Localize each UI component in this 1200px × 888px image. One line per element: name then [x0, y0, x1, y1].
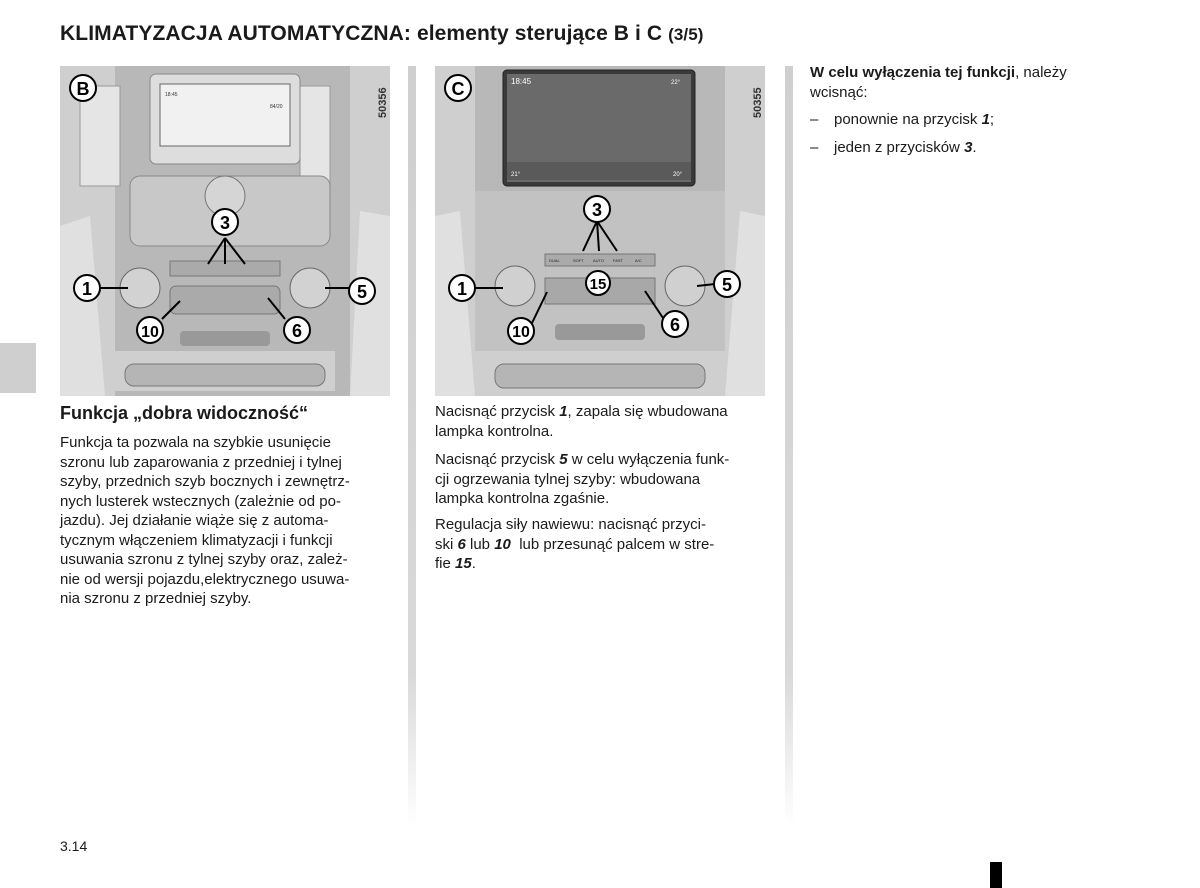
figure-b-callout-10: 10: [141, 324, 159, 341]
text-run: , zapala się wbudowana: [567, 403, 728, 420]
button-ref: 6: [457, 535, 466, 553]
text-line: Regulacja siły nawiewu: nacisnąć przyci-: [435, 516, 706, 533]
text-line: wcisnąć:: [810, 83, 868, 101]
figure-c-letter: C: [451, 79, 465, 99]
button-ref: 3: [964, 139, 973, 156]
intro-bold: W celu wyłączenia tej funkcji: [810, 64, 1016, 81]
dash-bullet: –: [810, 111, 819, 128]
figure-b-callout-1: 1: [81, 279, 93, 299]
text-line: [435, 535, 765, 555]
text-run: w celu wyłączenia funk-: [567, 451, 730, 468]
figure-c-ref: 50355: [752, 87, 764, 118]
middle-paragraph-1: [435, 402, 765, 441]
text-run: lub przesunąć palcem w stre-: [510, 535, 715, 553]
text-run: jeden z przycisków: [834, 139, 965, 156]
figure-c-callout-15: 15: [589, 276, 607, 293]
figure-c-button-label: FAST: [613, 258, 624, 263]
text-line: cji ogrzewania tylnej szyby: wbudowana: [435, 470, 701, 488]
text-run: lub: [465, 535, 495, 553]
text-line: jazdu). Jej działanie wiąże się z automa-: [60, 512, 329, 529]
text-run: .: [471, 555, 476, 572]
figure-c-callout-3: 3: [591, 200, 603, 220]
list-item: [810, 138, 977, 157]
figure-c-callout-6: 6: [669, 315, 681, 335]
text-line: lampka kontrolna zgaśnie.: [435, 490, 610, 507]
column-divider-left: [408, 66, 416, 826]
figure-c-screen-temp: 22°: [671, 80, 681, 86]
page-title: [60, 22, 704, 46]
page-title-part: (3/5): [668, 25, 704, 44]
text-line: [435, 554, 765, 574]
text-line: [435, 450, 765, 470]
figure-b-callout-6: 6: [291, 321, 303, 341]
figure-b-screen-time: 18:45: [165, 92, 178, 98]
text-run: , należy: [1015, 64, 1067, 81]
text-run: ;: [989, 111, 995, 128]
figure-c-callout-10: 10: [512, 324, 530, 341]
text-line: szronu lub zaparowania z przedniej i tylnej: [60, 453, 342, 471]
text-line: nie od wersji pojazdu,elektrycznego usuwa-: [60, 570, 350, 588]
page-number: 3.14: [60, 838, 88, 854]
button-ref: 15: [455, 555, 472, 572]
middle-paragraph-3: [435, 515, 765, 574]
figure-c-button-label: A/C: [635, 258, 642, 263]
button-ref: 10: [494, 535, 511, 553]
left-paragraph: [60, 433, 390, 609]
page-title-text: KLIMATYZACJA AUTOMATYCZNA: elementy sterujące B i C: [60, 22, 663, 45]
section-heading: Funkcja „dobra widoczność“: [60, 403, 309, 423]
figure-c-callout-1: 1: [456, 279, 468, 299]
text-line: usuwania szronu z tylnej szyby oraz, zależ-: [60, 551, 348, 568]
text-line: szyby, przednich szyb bocznych i zewnętrz-: [60, 473, 350, 490]
middle-paragraph-2: [435, 450, 765, 509]
button-ref: 5: [559, 451, 568, 468]
button-ref: 1: [559, 403, 568, 420]
text-run: fie: [435, 555, 456, 572]
text-line: nych lusterek wstecznych (zależnie od po-: [60, 492, 341, 510]
figure-c-button-label: DUAL: [549, 258, 560, 263]
button-ref: 1: [981, 111, 990, 128]
text-run: Nacisnąć przycisk: [435, 403, 560, 420]
list-item: [810, 110, 994, 129]
figure-b-callout-5: 5: [356, 282, 368, 302]
figure-b-callout-3: 3: [219, 213, 231, 233]
figure-c-screen-left-temp: 21°: [511, 172, 521, 178]
text-run: Nacisnąć przycisk: [435, 451, 560, 468]
section-tab: [0, 343, 36, 393]
figure-c-button-label: SOFT: [573, 258, 584, 263]
text-line: Funkcja ta pozwala na szybkie usunięcie: [60, 434, 331, 451]
figure-c-screen-right-temp: 20°: [673, 172, 683, 178]
figure-c-button-label: AUTO: [593, 258, 605, 263]
text-line: [810, 63, 1140, 83]
figure-c-screen-time: 18:45: [511, 77, 532, 86]
text-run: .: [972, 139, 977, 156]
text-run: ponownie na przycisk: [834, 111, 982, 128]
column-divider-right: [785, 66, 793, 826]
figure-c-callout-5: 5: [721, 275, 733, 295]
dash-bullet: –: [810, 139, 819, 156]
text-run: ski: [435, 535, 458, 553]
figure-b-screen-info: 84/20: [270, 104, 283, 110]
text-line: [435, 402, 765, 422]
text-line: lampka kontrolna.: [435, 422, 554, 440]
text-line: nia szronu z przedniej szyby.: [60, 590, 252, 607]
figure-c-photo: [435, 66, 765, 396]
figure-b-ref: 50356: [377, 87, 389, 118]
right-intro: [810, 63, 1140, 102]
page-marker: [990, 862, 1002, 888]
text-line: tycznym włączeniem klimatyzacji i funkcji: [60, 531, 333, 549]
figure-b-photo: [60, 66, 390, 396]
figure-b-letter: B: [76, 79, 90, 99]
